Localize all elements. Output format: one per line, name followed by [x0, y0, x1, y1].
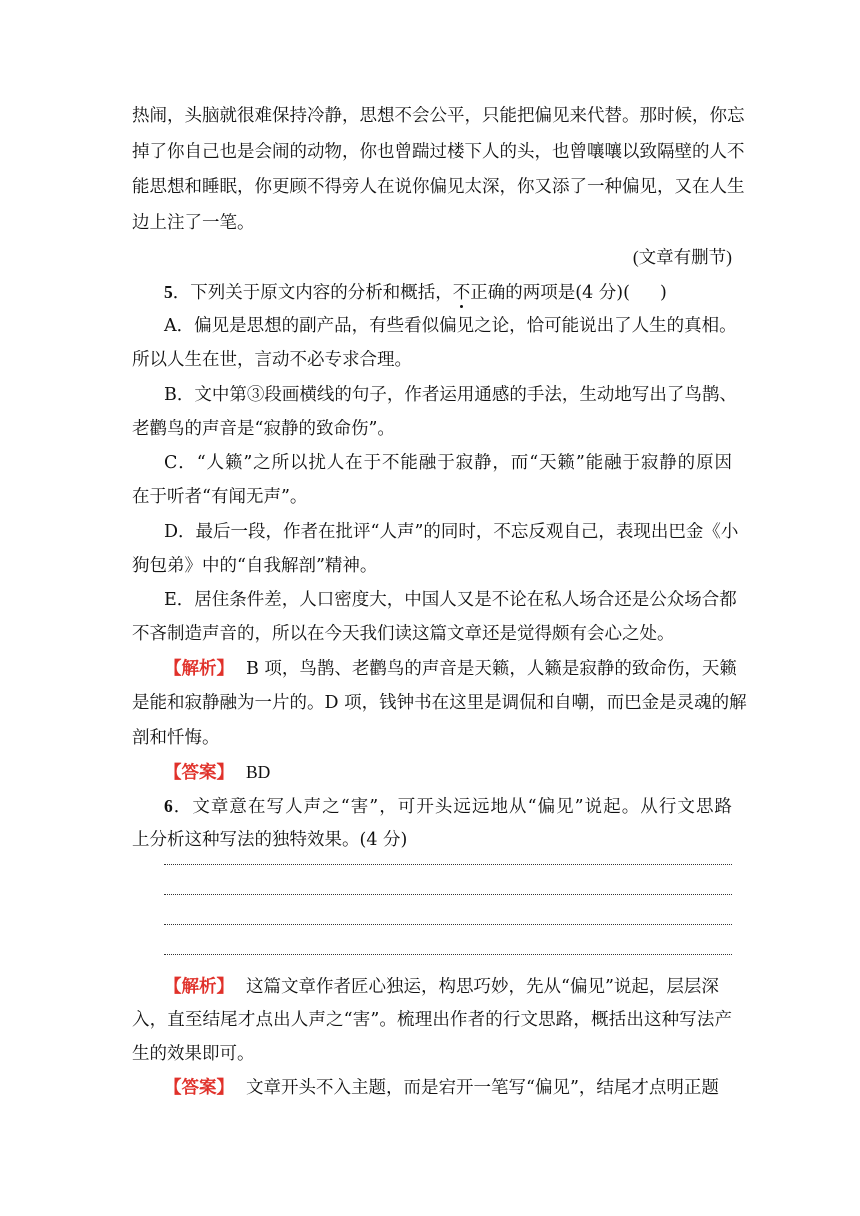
q5-stem — [164, 280, 732, 305]
answer-tag: 【答案】 — [164, 763, 234, 783]
q5-option-d: D．最后一段，作者在批评“人声”的同时，不忘反观自己，表现出巴金《小 — [164, 522, 739, 542]
q5-option-e-cont: 不吝制造声音的，所以在今天我们读这篇文章还是觉得颇有会心之处。 — [132, 624, 675, 644]
passage-line: 掉了你自己也是会闹的动物，你也曾踹过楼下人的头，也曾嚷嚷以致隔壁的人不 — [132, 142, 745, 162]
passage-line: 能思想和睡眠，你更顾不得旁人在说你偏见太深，你又添了一种偏见，又在人生 — [132, 177, 745, 197]
analysis-text: 这篇文章作者匠心独运，构思巧妙，先从“偏见”说起，层层深 — [246, 977, 719, 997]
analysis-tag: 【解析】 — [164, 977, 234, 997]
answer-line[interactable] — [164, 894, 732, 895]
q5-stem-text: ．下列关于原文内容的分析和概括， — [172, 283, 453, 303]
q5-option-b: B．文中第③段画横线的句子，作者运用通感的手法，生动地写出了鸟鹊、 — [164, 385, 737, 405]
passage-line: 边上注了一笔。 — [132, 213, 255, 233]
passage-line: 热闹，头脑就很难保持冷静，思想不会公平，只能把偏见来代替。那时候，你忘 — [132, 106, 745, 126]
q6-stem — [164, 794, 732, 819]
q5-option-e: E．居住条件差，人口密度大，中国人又是不论在私人场合还是公众场合都 — [164, 590, 737, 610]
q5-option-c-cont: 在于听者“有闻无声”。 — [132, 487, 308, 507]
q6-stem-text: ．文章意在写人声之“害”，可开头远远地从“偏见”说起。从行文思路 — [172, 797, 732, 817]
source-note: (文章有删节) — [632, 247, 732, 267]
answer-tag: 【答案】 — [164, 1078, 234, 1098]
q6-analysis-cont: 入，直至结尾才点出人声之“害”。梳理出作者的行文思路，概括出这种写法产 — [132, 1010, 732, 1030]
answer-line[interactable] — [164, 954, 732, 955]
answer-text: BD — [246, 762, 271, 782]
q5-analysis-cont: 是能和寂静融为一片的。D 项，钱钟书在这里是调侃和自嘲，而巴金是灵魂的解 — [132, 693, 747, 713]
q5-stem-close: ) — [659, 283, 667, 303]
q6-analysis-cont: 生的效果即可。 — [132, 1044, 255, 1064]
q6-stem-cont: 上分析这种写法的独特效果。(4 分) — [132, 830, 408, 850]
q6-answer — [164, 1076, 732, 1100]
q5-stem-text: 正确的两项是(4 分)( — [470, 283, 630, 303]
q5-option-b-cont: 老鹳鸟的声音是“寂静的致命伤”。 — [132, 419, 395, 439]
answer-line[interactable] — [164, 924, 732, 925]
q5-analysis-cont: 剖和忏悔。 — [132, 728, 220, 748]
q6-analysis — [164, 975, 732, 999]
q5-number: 5 — [164, 282, 173, 302]
q5-analysis — [164, 657, 737, 681]
emphasis-dot-char: 不 — [452, 283, 471, 303]
analysis-text: B 项，鸟鹊、老鹳鸟的声音是天籁，人籁是寂静的致命伤，天籁 — [246, 659, 737, 679]
answer-text: 文章开头不入主题，而是宕开一笔写“偏见”，结尾才点明正题 — [246, 1078, 719, 1098]
q6-number: 6 — [164, 796, 173, 816]
q5-option-a: A．偏见是思想的副产品，有些看似偏见之论，恰可能说出了人生的真相。 — [164, 316, 737, 336]
answer-line[interactable] — [164, 864, 732, 865]
q5-option-a-cont: 所以人生在世，言动不必专求合理。 — [132, 350, 412, 370]
q5-option-c: C．“人籁”之所以扰人在于不能融于寂静，而“天籁”能融于寂静的原因 — [164, 453, 732, 473]
q5-answer — [164, 760, 732, 785]
q5-option-d-cont: 狗包弟》中的“自我解剖”精神。 — [132, 556, 378, 576]
analysis-tag: 【解析】 — [164, 659, 234, 679]
